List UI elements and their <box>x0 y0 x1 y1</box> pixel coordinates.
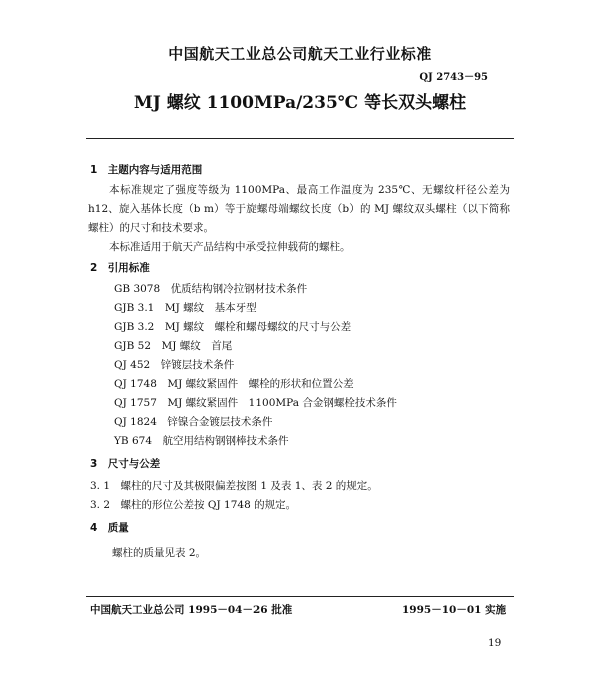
section-1-paragraph-2: 本标准适用于航天产品结构中承受拉伸载荷的螺柱。 <box>109 241 351 253</box>
section-1-paragraph-1: 本标准规定了强度等级为 1100MPa、最高工作温度为 235℃、无螺纹杆径公差为 h12、旋入基体长度（b m）等于旋螺母端螺纹长度（b）的 MJ 螺纹双头螺柱（以下简称螺柱）的尺寸和技术要求。 <box>88 184 510 234</box>
section-2-heading: 2 引用标准 <box>90 262 150 274</box>
reference-item: GJB 3.1 MJ 螺纹 基本牙型 <box>114 302 257 314</box>
standard-number: QJ 2743－95 <box>419 72 488 83</box>
section-1-heading: 1 主题内容与适用范围 <box>90 164 203 176</box>
bottom-rule <box>86 596 514 597</box>
clause-3-2: 3. 2 螺柱的形位公差按 QJ 1748 的规定。 <box>90 499 297 511</box>
clause-3-1: 3. 1 螺柱的尺寸及其极限偏差按图 1 及表 1、表 2 的规定。 <box>90 480 378 492</box>
section-4-text: 螺柱的质量见表 2。 <box>112 547 207 559</box>
reference-item: YB 674 航空用结构钢钢棒技术条件 <box>114 435 289 447</box>
reference-item: QJ 1824 锌镍合金镀层技术条件 <box>114 416 273 428</box>
page-number: 19 <box>488 637 502 649</box>
reference-item: QJ 1757 MJ 螺纹紧固件 1100MPa 合金钢螺栓技术条件 <box>114 397 397 409</box>
document-title: MJ 螺纹 1100MPa/235℃ 等长双头螺柱 <box>133 93 467 113</box>
reference-item: GB 3078 优质结构钢冷拉钢材技术条件 <box>114 283 308 295</box>
top-rule <box>86 138 514 139</box>
section-3-heading: 3 尺寸与公差 <box>90 458 161 470</box>
approval-date: 中国航天工业总公司 1995－04－26 批准 <box>90 604 293 616</box>
reference-item: QJ 1748 MJ 螺纹紧固件 螺栓的形状和位置公差 <box>114 378 354 390</box>
effective-date: 1995－10－01 实施 <box>402 604 507 616</box>
reference-item: GJB 3.2 MJ 螺纹 螺栓和螺母螺纹的尺寸与公差 <box>114 321 352 333</box>
org-title: 中国航天工业总公司航天工业行业标准 <box>168 45 432 63</box>
section-4-heading: 4 质量 <box>90 522 129 534</box>
reference-item: QJ 452 锌镀层技术条件 <box>114 359 235 371</box>
reference-item: GJB 52 MJ 螺纹 首尾 <box>114 340 233 352</box>
